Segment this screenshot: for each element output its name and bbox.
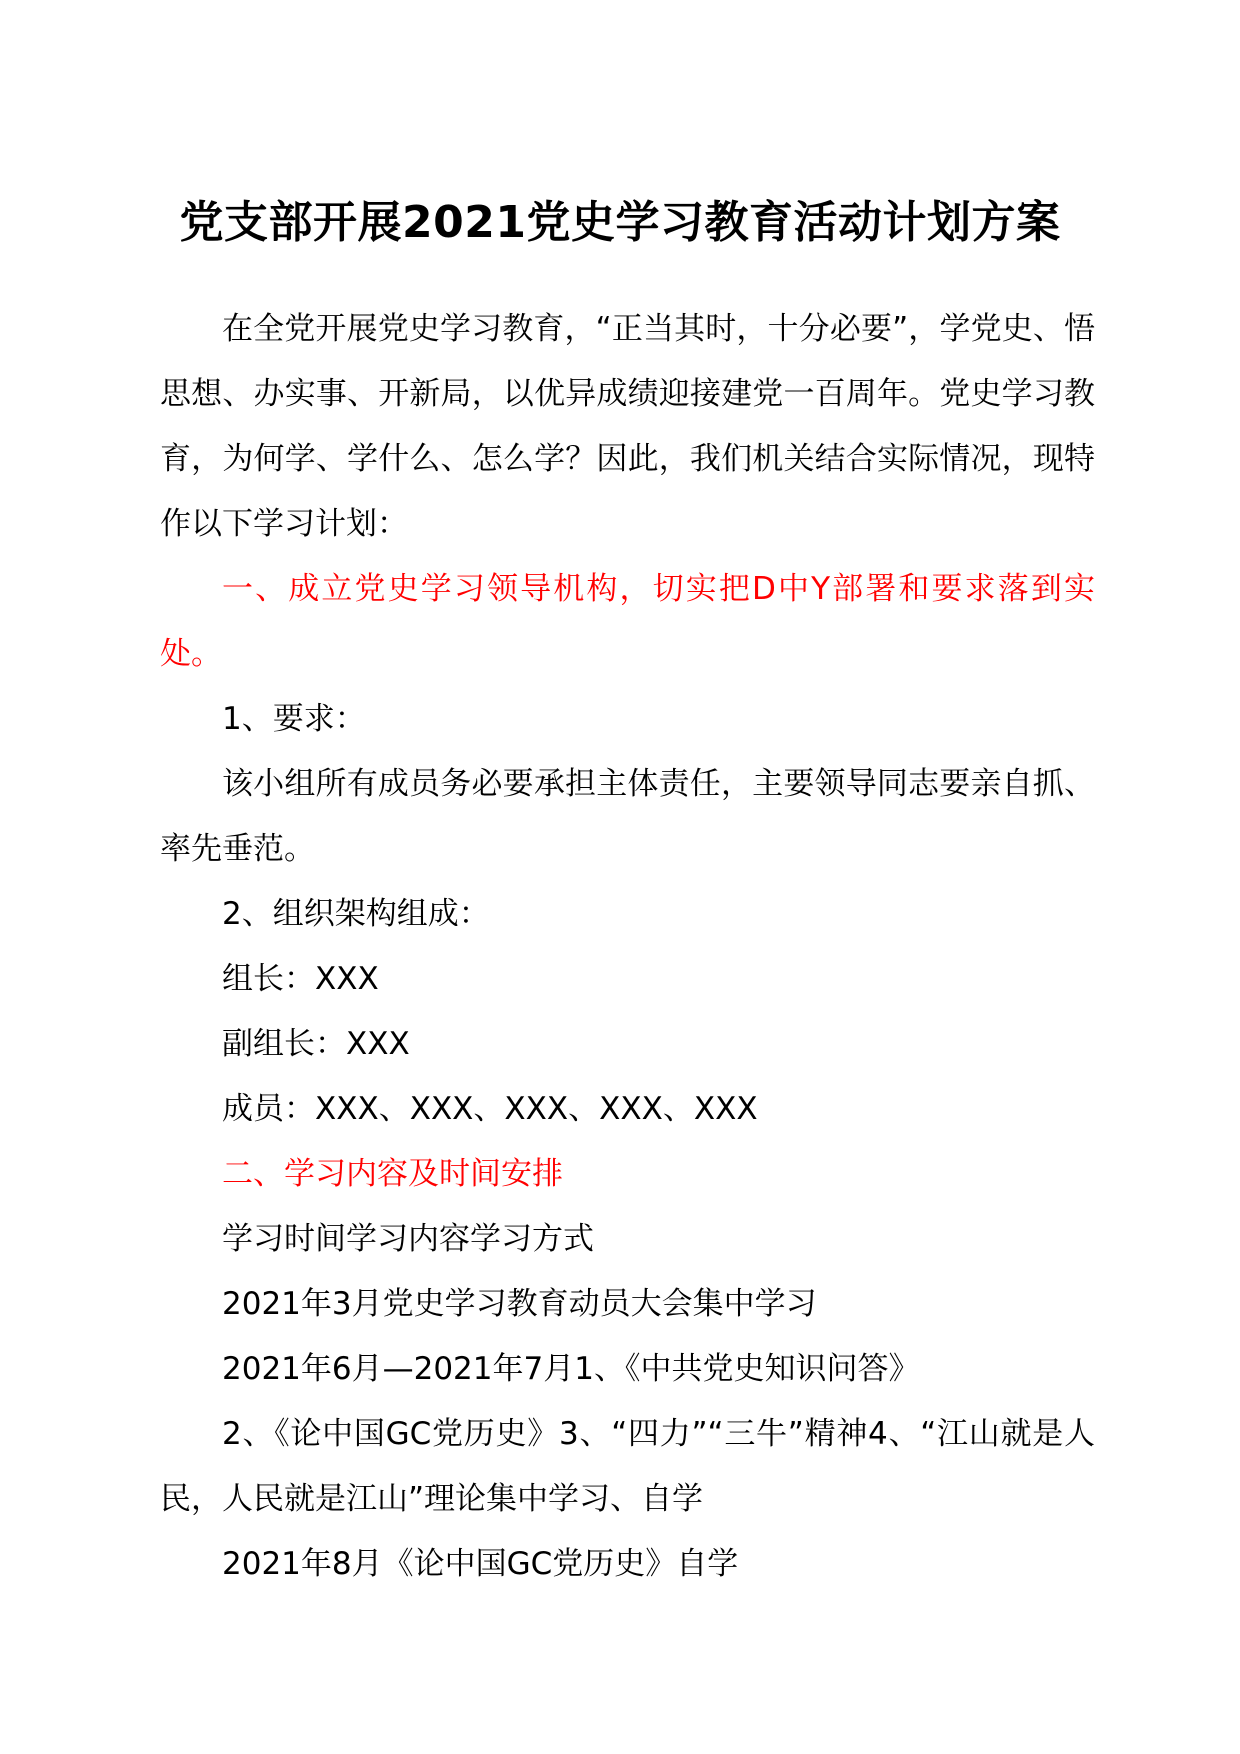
deputy-group-leader: 副组长：XXX [222,1026,410,1062]
schedule-row-march: 2021年3月党史学习教育动员大会集中学习 [222,1286,817,1322]
requirements-text: 该小组所有成员务必要承担主体责任，主要领导同志要亲自抓、率先垂范。 [160,766,1095,867]
section-heading-2: 二、学习内容及时间安排 [222,1156,563,1192]
section-heading-1: 一、成立党史学习领导机构，切实把D中Y部署和要求落到实处。 [160,571,1095,672]
schedule-row-august: 2021年8月《论中国GC党历史》自学 [222,1546,739,1582]
requirements-label: 1、要求： [222,701,366,737]
schedule-header: 学习时间学习内容学习方式 [222,1221,594,1257]
intro-paragraph: 在全党开展党史学习教育，“正当其时，十分必要”，学党史、悟思想、办实事、开新局，以优异成绩迎接建党一百周年。党史学习教育，为何学、学什么、怎么学？因此，我们机关结合实际情况，现特作以下学习计划： [160,311,1095,542]
group-members: 成员：XXX、XXX、XXX、XXX、XXX [222,1091,758,1127]
org-structure-label: 2、组织架构组成： [222,896,490,932]
document-title: 党支部开展2021党史学习教育活动计划方案 [179,197,1061,248]
schedule-row-june-july: 2021年6月—2021年7月1、《中共党史知识问答》 [222,1351,920,1387]
group-leader: 组长：XXX [222,961,379,997]
schedule-row-june-july-continued: 2、《论中国GC党历史》3、“四力”“三牛”精神4、“江山就是人民，人民就是江山”理论集中学习、自学 [160,1416,1095,1517]
document-body [160,297,1095,1597]
